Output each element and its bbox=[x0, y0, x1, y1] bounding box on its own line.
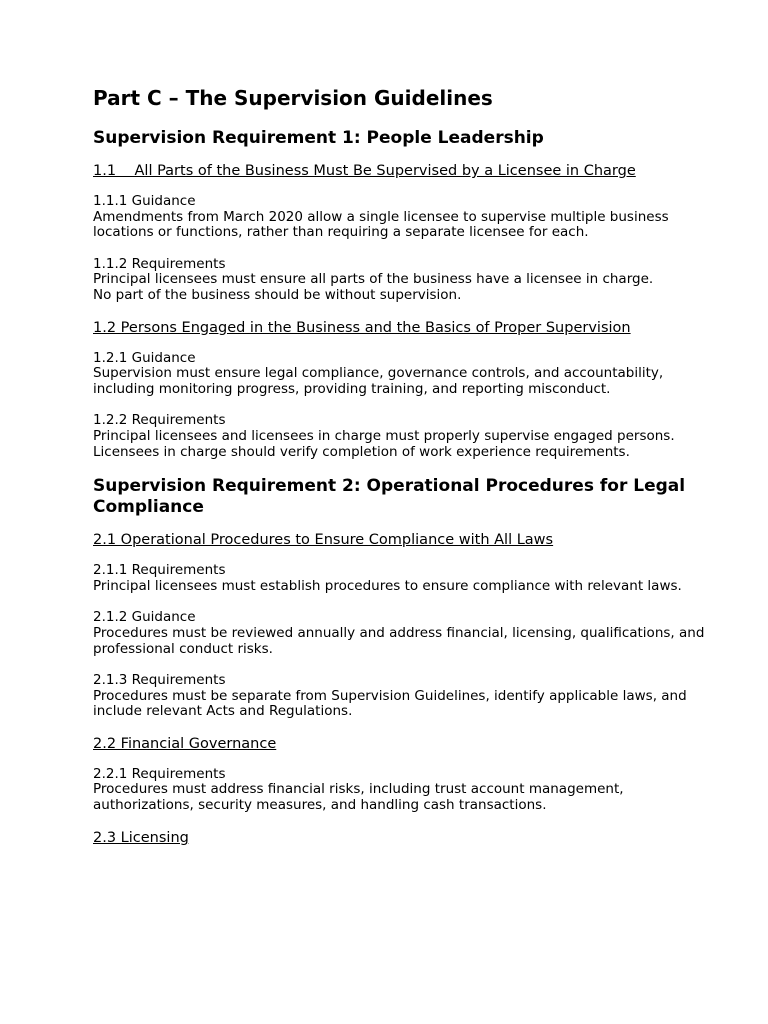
section-1-2-2-block bbox=[93, 413, 708, 460]
section-1-1-2-label: 1.1.2 Requirements bbox=[93, 255, 226, 272]
section-2-1-3-text: Procedures must be separate from Supervision Guidelines, identify applicable laws, and include relevant Acts and Regulations. bbox=[93, 687, 687, 720]
section-2-1-1-text: Principal licensees must establish procedures to ensure compliance with relevant laws. bbox=[93, 577, 682, 594]
section-2-1-2-block bbox=[93, 610, 708, 657]
section-1-2-1-label: 1.2.1 Guidance bbox=[93, 349, 196, 366]
section-1-1-2-text-1: Principal licensees must ensure all parts of the business have a licensee in charge. bbox=[93, 271, 654, 288]
section-1-2-2-label: 1.2.2 Requirements bbox=[93, 412, 226, 429]
section-2-1-3-block bbox=[93, 673, 708, 720]
section-2-2-heading: 2.2 Financial Governance bbox=[93, 735, 277, 752]
section-2-1-2-label: 2.1.2 Guidance bbox=[93, 609, 196, 626]
section-1-1-1-block bbox=[93, 194, 708, 241]
section-1-2-1-text: Supervision must ensure legal compliance, governance controls, and accountability, including monitoring progress, providing training, and reporting misconduct. bbox=[93, 365, 664, 397]
section-2-2-1-label: 2.2.1 Requirements bbox=[93, 765, 226, 782]
section-1-2-1-block bbox=[93, 351, 708, 398]
section-1-2-2-text-1: Principal licensees and licensees in charge must properly supervise engaged persons. bbox=[93, 427, 675, 444]
section-2-2-1-text: Procedures must address financial risks, including trust account management, authorizations, security measures, and handling cash transactions. bbox=[93, 781, 624, 814]
section-2-1-1-block bbox=[93, 563, 708, 594]
requirement-1-heading: Supervision Requirement 1: People Leadership bbox=[93, 128, 544, 148]
section-2-1-3-label: 2.1.3 Requirements bbox=[93, 672, 226, 689]
section-2-1-heading: 2.1 Operational Procedures to Ensure Compliance with All Laws bbox=[93, 532, 554, 549]
section-1-1-2-block bbox=[93, 257, 708, 304]
page-title: Part C – The Supervision Guidelines bbox=[93, 86, 493, 110]
requirement-2-heading: Supervision Requirement 2: Operational Procedures for Legal Compliance bbox=[93, 476, 686, 518]
section-2-3-heading: 2.3 Licensing bbox=[93, 829, 189, 846]
section-1-2-heading: 1.2 Persons Engaged in the Business and the Basics of Proper Supervision bbox=[93, 319, 631, 336]
section-2-2-1-block bbox=[93, 767, 708, 814]
section-1-1-1-label: 1.1.1 Guidance bbox=[93, 193, 196, 209]
section-2-1-2-text: Procedures must be reviewed annually and address financial, licensing, qualifications, and professional conduct risks. bbox=[93, 624, 705, 657]
section-1-1-heading: 1.1 All Parts of the Business Must Be Supervised by a Licensee in Charge bbox=[93, 163, 636, 179]
section-2-1-1-label: 2.1.1 Requirements bbox=[93, 562, 226, 579]
section-1-1-1-text: Amendments from March 2020 allow a single licensee to supervise multiple business locations or functions, rather than requiring a separate licensee for each. bbox=[93, 208, 669, 241]
section-1-2-2-text-2: Licensees in charge should verify completion of work experience requirements. bbox=[93, 443, 630, 460]
section-1-1-2-text-2: No part of the business should be without supervision. bbox=[93, 286, 462, 303]
